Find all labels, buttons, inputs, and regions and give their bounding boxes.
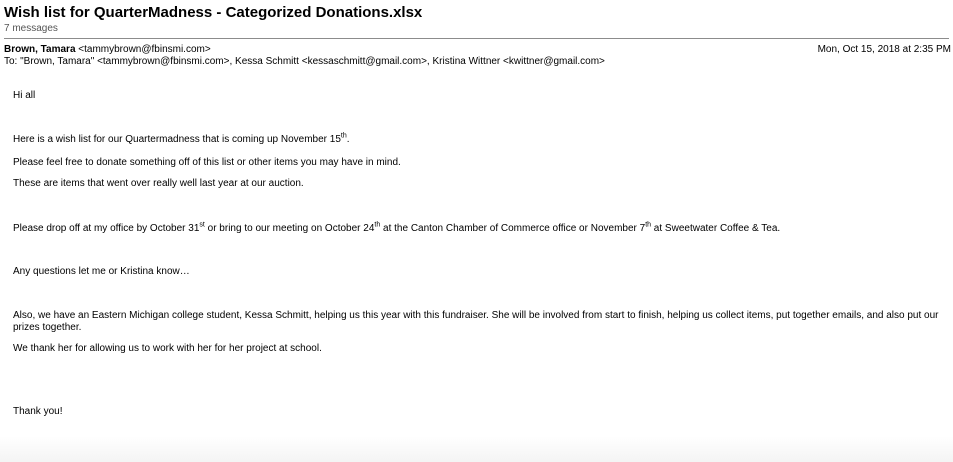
p4-text-a: Please drop off at my office by October 31 — [13, 223, 200, 234]
p4-text-b: or bring to our meeting on October 24 — [204, 223, 375, 234]
paragraph-student: Also, we have an Eastern Michigan college student, Kessa Schmitt, helping us this year with this fundraiser. She will be involved from start to finish, helping us collect items, put together emails, and also put our prizes together. — [13, 310, 939, 333]
paragraph-items: These are items that went over really well last year at our auction. — [13, 178, 304, 189]
thread-header — [4, 4, 953, 35]
p4-text-c: at the Canton Chamber of Commerce office or November 7 — [380, 223, 646, 234]
sender-email: <tammybrown@fbinsmi.com> — [78, 44, 211, 55]
p4-sup2: th — [374, 221, 381, 229]
sender[interactable] — [4, 44, 211, 56]
p4-sup3: th — [645, 221, 652, 229]
sender-name: Brown, Tamara — [4, 44, 76, 55]
to-line — [4, 56, 951, 68]
paragraph-dropoff — [13, 223, 949, 235]
p4-sup1: st — [199, 221, 205, 229]
message-date: Mon, Oct 15, 2018 at 2:35 PM — [817, 44, 951, 55]
to-recipients[interactable]: "Brown, Tamara" <tammybrown@fbinsmi.com>, Kessa Schmitt <kessaschmitt@gmail.com>, Kristina Wittner <kwittner@gmail.com> — [20, 56, 605, 67]
paragraph-thanks-her: We thank her for allowing us to work with her for her project at school. — [13, 343, 322, 354]
closing: Thank you! — [13, 406, 63, 417]
paragraph-wishlist — [13, 134, 949, 146]
bottom-shade — [0, 436, 953, 462]
to-label: To: — [4, 56, 18, 67]
p1-text: Here is a wish list for our Quartermadness that is coming up November 15 — [13, 134, 341, 145]
p1-end: . — [346, 134, 350, 145]
p1-sup: th — [340, 132, 347, 140]
greeting: Hi all — [13, 90, 36, 101]
paragraph-questions: Any questions let me or Kristina know… — [13, 266, 190, 277]
paragraph-donate: Please feel free to donate something off of this list or other items you may have in mind. — [13, 157, 401, 168]
message-meta — [4, 44, 951, 68]
p4-text-d: at Sweetwater Coffee & Tea. — [651, 223, 781, 234]
from-line — [4, 44, 951, 56]
thread-subject: Wish list for QuarterMadness - Categorized Donations.xlsx — [4, 4, 423, 21]
header-divider — [4, 38, 949, 39]
message-count[interactable]: 7 messages — [4, 23, 58, 34]
